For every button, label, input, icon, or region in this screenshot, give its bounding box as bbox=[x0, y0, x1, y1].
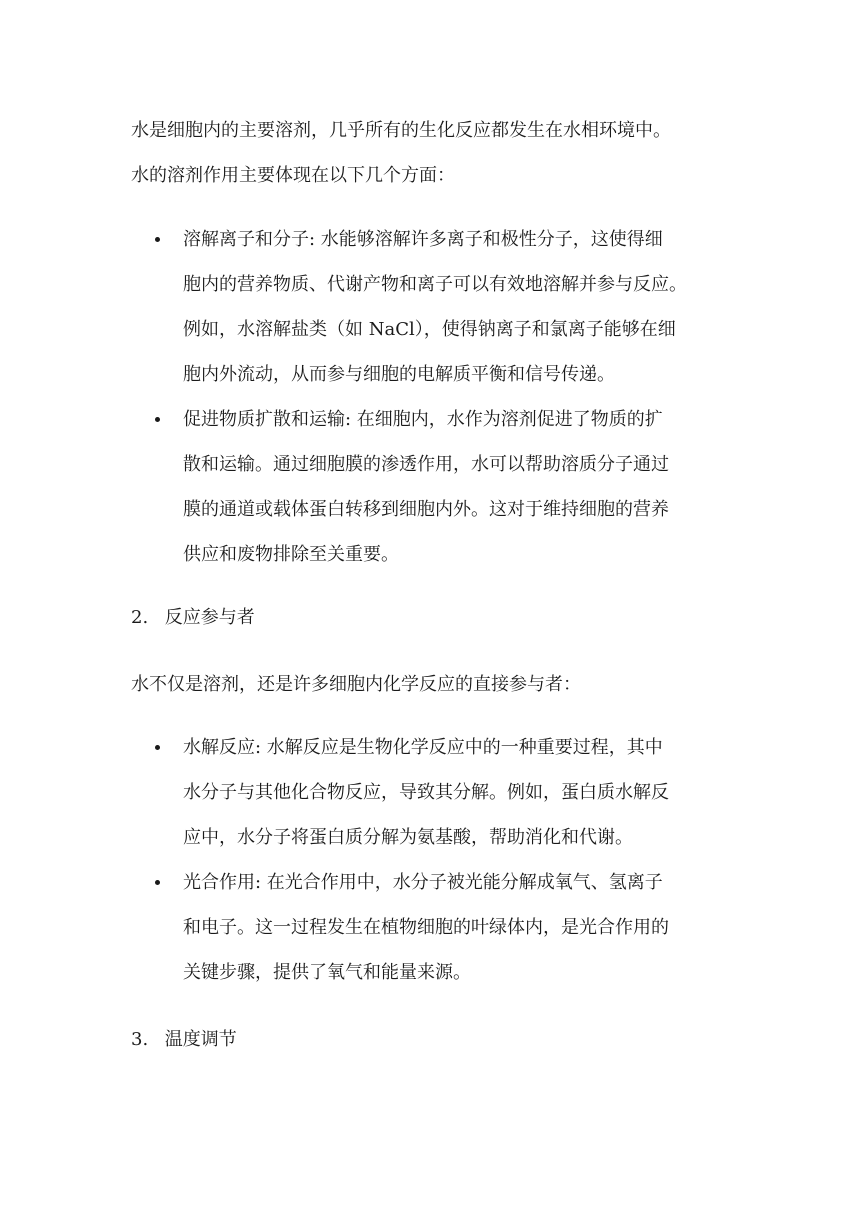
list-item-line: 水分子与其他化合物反应，导致其分解。例如，蛋白质水解反 bbox=[183, 782, 669, 803]
list-item-line: 散和运输。通过细胞膜的渗透作用，水可以帮助溶质分子通过 bbox=[183, 454, 669, 475]
bullet-icon bbox=[155, 880, 160, 885]
list-item-line: 例如，水溶解盐类（如 NaCl），使得钠离子和氯离子能够在细 bbox=[183, 319, 676, 340]
list-item-line: 关键步骤，提供了氧气和能量来源。 bbox=[183, 962, 471, 983]
section-number: 3. bbox=[131, 1029, 149, 1050]
list-item-diffusion bbox=[131, 397, 731, 577]
list-item-line: 膜的通道或载体蛋白转移到细胞内外。这对于维持细胞的营养 bbox=[183, 499, 669, 520]
intro-line-1: 水是细胞内的主要溶剂，几乎所有的生化反应都发生在水相环境中。 bbox=[131, 120, 671, 141]
section-heading-3 bbox=[131, 1020, 237, 1060]
list-item-dissolve bbox=[131, 217, 731, 397]
bullet-icon bbox=[155, 745, 160, 750]
bullet-icon bbox=[155, 237, 160, 242]
section-heading-2 bbox=[131, 598, 255, 638]
list-item-line: 胞内外流动，从而参与细胞的电解质平衡和信号传递。 bbox=[183, 364, 615, 385]
list-item-line: 和电子。这一过程发生在植物细胞的叶绿体内，是光合作用的 bbox=[183, 917, 669, 938]
reaction-list bbox=[131, 725, 731, 995]
intro-paragraph bbox=[131, 108, 731, 198]
list-item-line: 水解反应: 水解反应是生物化学反应中的一种重要过程，其中 bbox=[183, 737, 663, 758]
list-item-line: 光合作用: 在光合作用中，水分子被光能分解成氧气、氢离子 bbox=[183, 872, 663, 893]
intro-line-2: 水的溶剂作用主要体现在以下几个方面： bbox=[131, 165, 455, 186]
list-item-line: 促进物质扩散和运输: 在细胞内，水作为溶剂促进了物质的扩 bbox=[183, 409, 663, 430]
list-item-line: 应中，水分子将蛋白质分解为氨基酸，帮助消化和代谢。 bbox=[183, 827, 633, 848]
section-number: 2. bbox=[131, 607, 149, 628]
list-item-line: 供应和废物排除至关重要。 bbox=[183, 544, 399, 565]
paragraph-reaction: 水不仅是溶剂，还是许多细胞内化学反应的直接参与者： bbox=[131, 674, 581, 695]
solvent-role-list bbox=[131, 217, 731, 577]
bullet-icon bbox=[155, 417, 160, 422]
list-item-hydrolysis bbox=[131, 725, 731, 860]
section-title: 温度调节 bbox=[164, 1029, 237, 1050]
list-item-photosynthesis bbox=[131, 860, 731, 995]
list-item-line: 胞内的营养物质、代谢产物和离子可以有效地溶解并参与反应。 bbox=[183, 274, 687, 295]
section-title: 反应参与者 bbox=[164, 607, 255, 628]
list-item-line: 溶解离子和分子: 水能够溶解许多离子和极性分子，这使得细 bbox=[183, 229, 663, 250]
